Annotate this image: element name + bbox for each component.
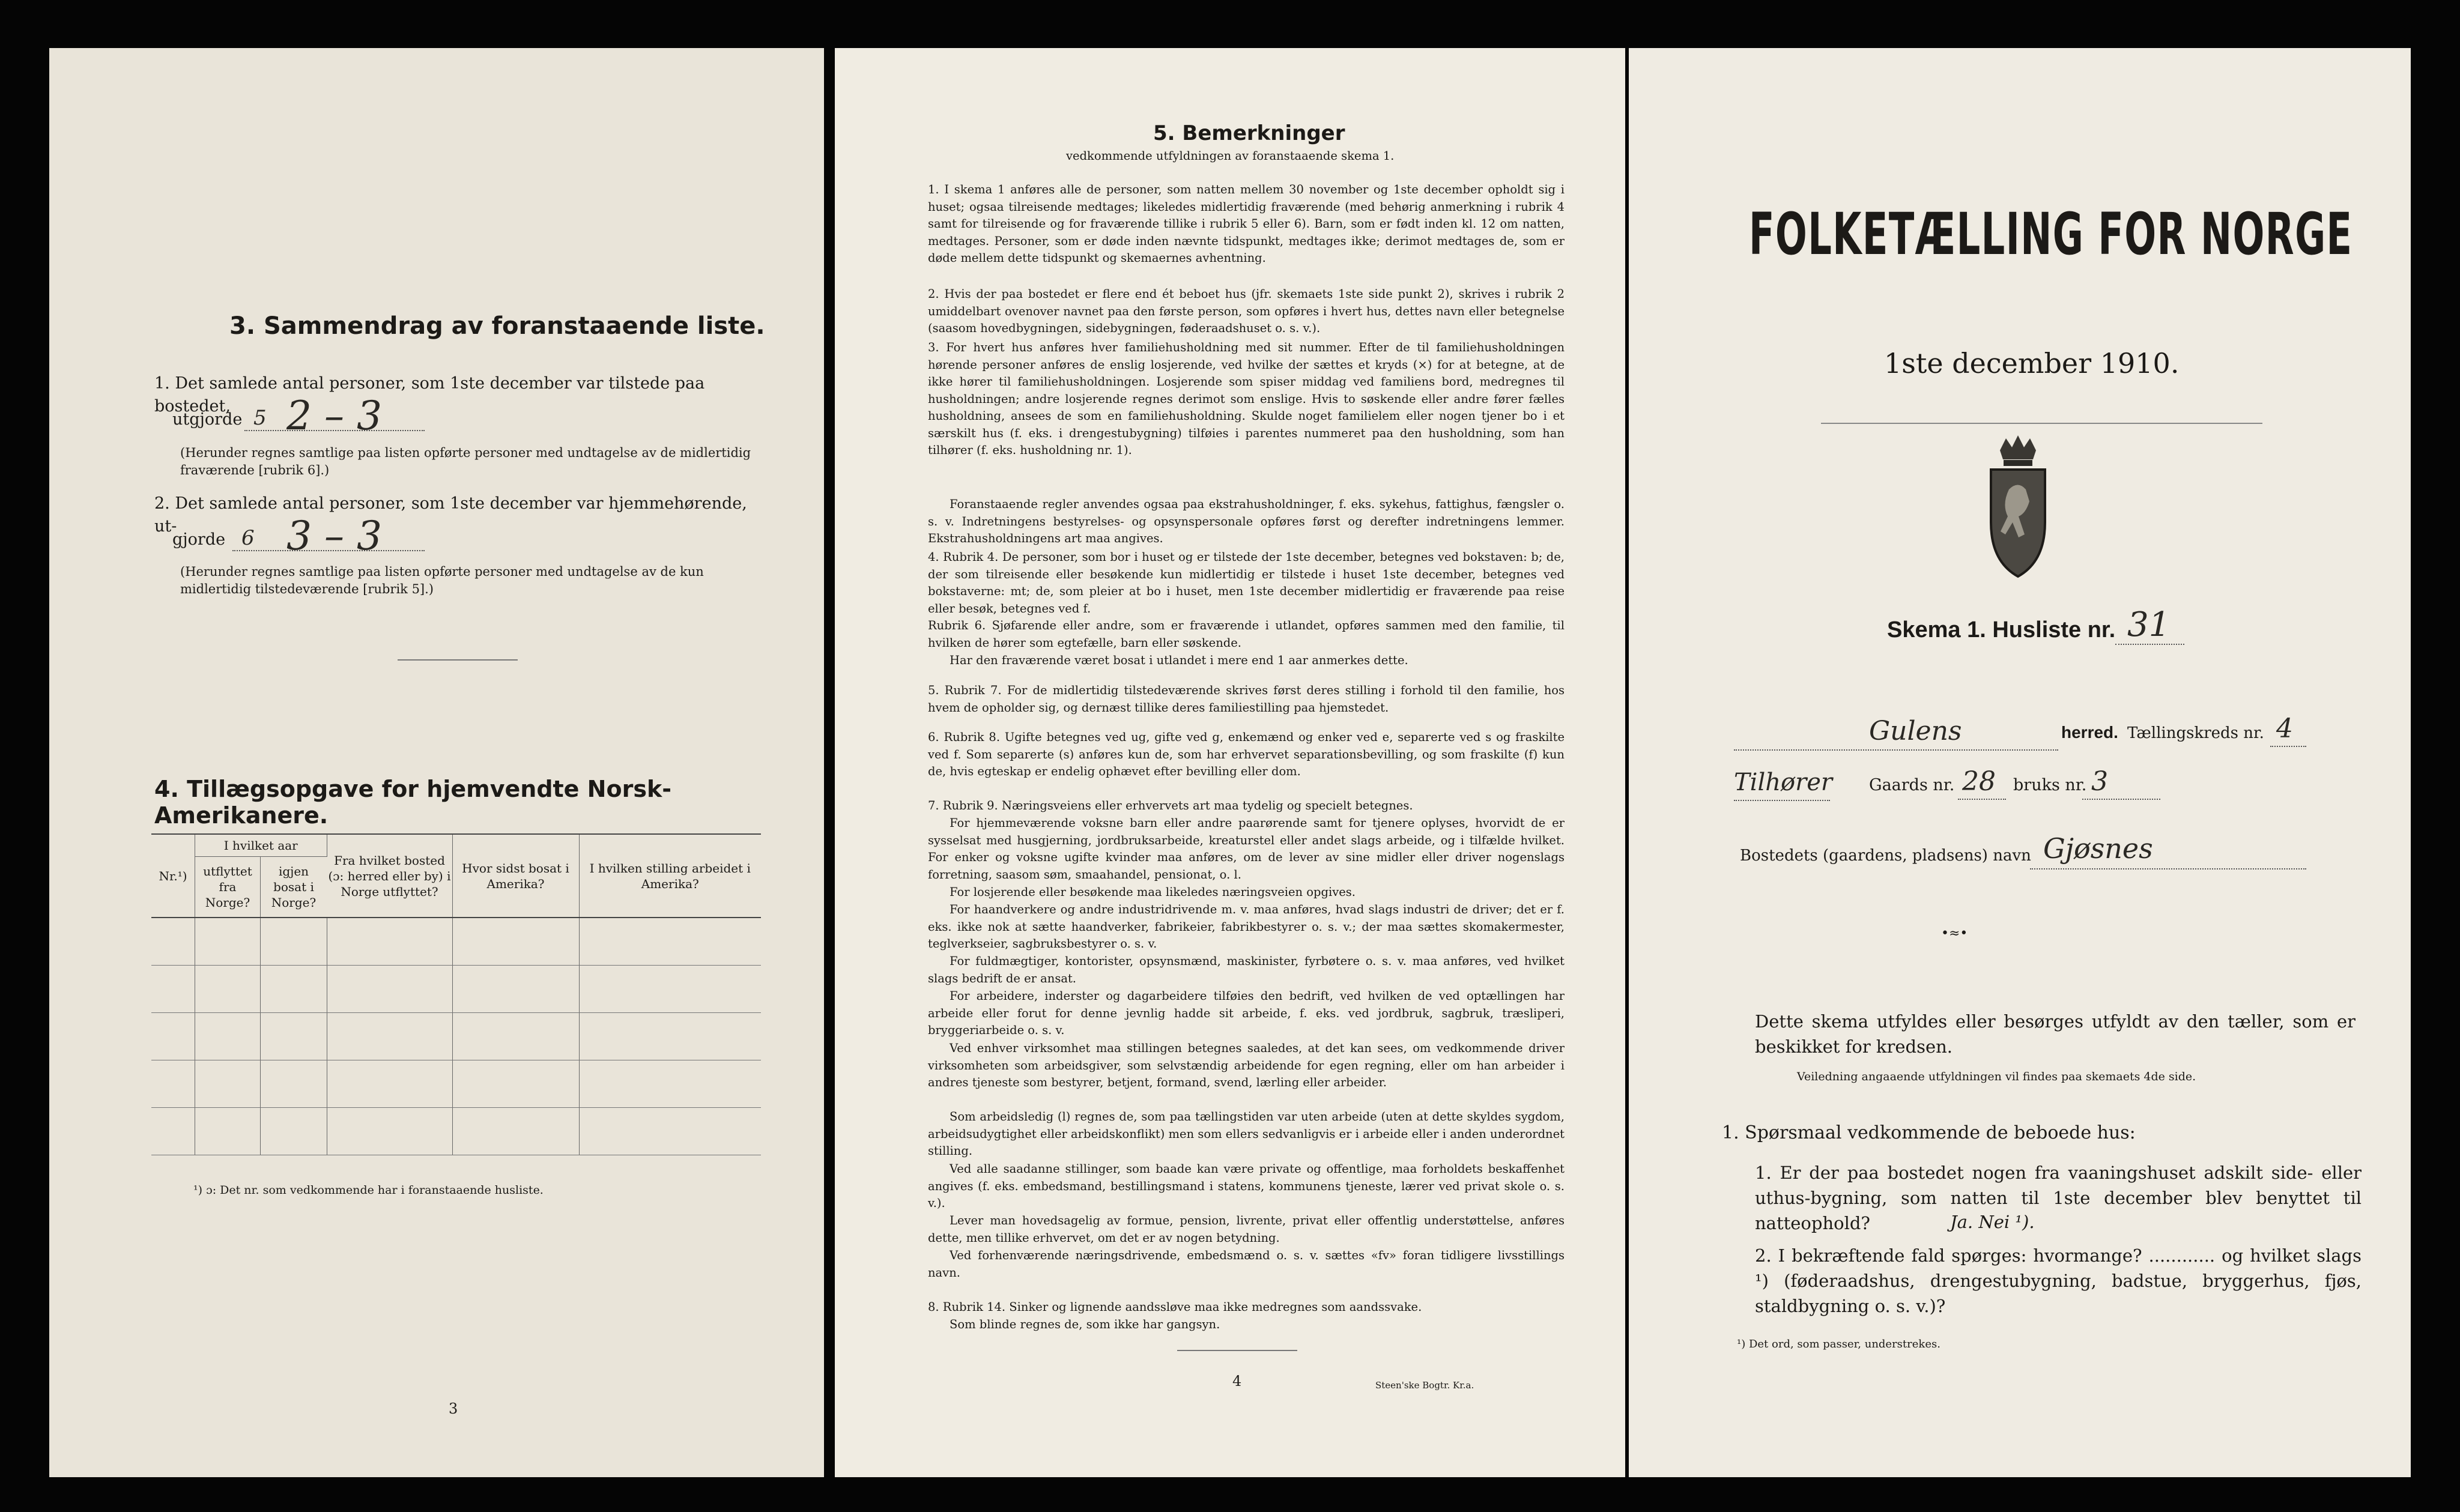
gaards-line <box>1958 799 2006 800</box>
divider <box>1177 1350 1297 1351</box>
remark-5: 5. Rubrik 7. For de midlertidig tilstedeværende skrives først deres stilling i forhold til den familie, hos hvem de opholder sig, og dernæst tillike deres familiestilling paa hjemstedet. <box>928 683 1565 715</box>
bosted-line <box>2030 868 2306 869</box>
section3-item2-note: (Herunder regnes samtlige paa listen opførte personer med undtagelse av de kun midlertidig tilstedeværende [rubrik 5].) <box>180 564 704 596</box>
section3-item2-label: gjorde <box>172 530 226 549</box>
page-number-3: 3 <box>449 1400 458 1417</box>
question-1-answer: Ja. Nei ¹). <box>1950 1212 2035 1232</box>
norway-coat-of-arms-icon <box>1976 432 2060 582</box>
ornament-icon: •≈• <box>1941 926 1968 941</box>
middle-page <box>835 48 1625 1477</box>
veiledning-text: Veiledning angaaende utfyldningen vil findes paa skemaets 4de side. <box>1797 1070 2196 1083</box>
right-page <box>1629 48 2411 1477</box>
section5-heading: 5. Bemerkninger <box>1153 121 1345 145</box>
section3-item1: 1. Det samlede antal personer, som 1ste december var tilstede paa bostedet, <box>154 374 705 416</box>
left-page <box>49 48 824 1477</box>
bosted-value: Gjøsnes <box>2043 832 2153 865</box>
question-1: 1. Er der paa bostedet nogen fra vaaningshuset adskilt side- eller uthus-bygning, som natten til 1ste december blev benyttet til natteophold? <box>1755 1163 2362 1233</box>
remark-4: 4. Rubrik 4. De personer, som bor i huset og er tilstede der 1ste december, betegnes ved bokstaven: b; de, der som tilreisende eller besøkende kun midlertidig er tilstede i huset 1ste december, betegnes ved bokstaverne: mt; de, som pleier at bo i huset, men 1ste december midlertidig er fraværende paa reise eller besøk, betegnes ved f. <box>928 550 1565 615</box>
norsk-amerikanere-table <box>151 833 761 1155</box>
col-igjen-bosat: igjen bosat i Norge? <box>271 864 317 910</box>
section3-item2-printed: 6 <box>241 526 255 550</box>
col-nr: Nr.¹) <box>151 834 195 918</box>
remark-8: 8. Rubrik 14. Sinker og lignende aandssløve maa ikke medregnes som aandssvake. <box>928 1300 1422 1314</box>
table-row <box>151 918 761 966</box>
remark-4-bosat: Har den fraværende været bosat i utlandet i mere end 1 aar anmerkes dette. <box>950 653 1408 667</box>
questions-heading: 1. Spørsmaal vedkommende de beboede hus: <box>1722 1122 2136 1143</box>
col-group-aar: I hvilket aar <box>195 834 327 857</box>
remark-3b: Foranstaaende regler anvendes ogsaa paa ekstrahusholdninger, f. eks. sykehus, fattighus, fængsler o. s. v. Indretningens bestyrelses- og opsynspersonale opføres først og derefter indretningens lemmer. Ekstrahusholdningens art maa angives. <box>928 497 1565 545</box>
printer-mark: Steen'ske Bogtr. Kr.a. <box>1375 1380 1474 1391</box>
gaards-prefix-line <box>1734 800 1830 801</box>
remark-6: 6. Rubrik 8. Ugifte betegnes ved ug, gifte ved g, enkemænd og enker ved e, separerte ved s og fraskilte ved f. Som separerte (s) anføres kun de, som har erhvervet separationsbevilling, og som fraskilte (f) kun de, hvis egteskap er endelig ophævet efter bevilling eller dom. <box>928 730 1565 778</box>
herred-label: herred. <box>2061 723 2118 742</box>
section3-item1-printed: 5 <box>253 406 267 430</box>
remark-7-arbeidsledig: Som arbeidsledig (l) regnes de, som paa tællingstiden var uten arbeide (uten at dette skyldes sygdom, arbeidsudygtighet eller arbeidskonflikt) men som ellers sedvanligvis er i arbeide eller i anden underordnet stilling. <box>928 1110 1565 1158</box>
remark-3: 3. For hvert hus anføres hver familiehusholdning med sit nummer. Efter de til familiehusholdningen hørende personer anføres de enslig losjerende, ved hvilke der sættes et kryds (×) for at betegne, at de ikke hører til familiehusholdningen. Losjerende som spiser middag ved familiens bord, medregnes til husholdningen; andre losjerende regnes derimot som enslige. Hvis to søskende eller andre fører fælles husholdning, ansees de som en familiehusholdning. Skulde noget familielem eller nogen tjener bo i et særskilt hus (f. eks. i drengestubygning) tilføies i parentes nummeret paa den husholdning, som han tilhører (f. eks. husholdning nr. 1). <box>928 340 1565 457</box>
table-row <box>151 1060 761 1108</box>
instruction-text: Dette skema utfyldes eller besørges utfyldt av den tæller, som er beskikket for kredsen. <box>1755 1011 2355 1057</box>
remark-8-blinde: Som blinde regnes de, som ikke har gangsyn. <box>950 1317 1220 1331</box>
section4-heading: 4. Tillægsopgave for hjemvendte Norsk-Amerikanere. <box>154 776 671 829</box>
remark-7-hjemme: For hjemmeværende voksne barn eller andre paarørende samt for tjenere oplyses, hvorvidt de er sysselsat med husgjerning, jordbruksarbeide, kreaturstel eller andet slags arbeide, og i tilfælde hvilket. For enker og voksne ugifte kvinder maa anføres, om de lever av sine midler eller driver nogenslags forretning, saasom søm, smaahandel, pensionat, o. l. <box>928 816 1565 881</box>
census-date: 1ste december 1910. <box>1884 347 2180 380</box>
table-row <box>151 1108 761 1155</box>
gaards-label: Gaards nr. <box>1869 776 1955 794</box>
table-row <box>151 1013 761 1060</box>
section3-heading: 3. Sammendrag av foranstaaende liste. <box>229 312 765 340</box>
right-footnote: ¹) Det ord, som passer, understrekes. <box>1737 1338 1940 1350</box>
bruks-label: bruks nr. <box>2013 776 2087 794</box>
col-utflyttet: utflyttet fra Norge? <box>195 857 261 918</box>
bruks-line <box>2082 799 2160 800</box>
question-2: 2. I bekræftende fald spørges: hvormange? ............ og hvilket slags ¹) (føderaadshus, drengestubygning, badstue, bryggerhus, fjøs, staldbygning o. s. v.)? <box>1755 1245 2362 1316</box>
remark-7-forhenvaerende: Ved forhenværende næringsdrivende, embedsmænd o. s. v. sættes «fv» foran tidligere livsstillings navn. <box>928 1248 1565 1280</box>
divider <box>398 659 518 661</box>
table-row <box>151 966 761 1013</box>
remark-7-fuldmaegtiger: For fuldmægtiger, kontorister, opsynsmænd, maskinister, fyrbøtere o. s. v. maa anføres, ved hvilket slags bedrift de er ansat. <box>928 954 1565 985</box>
col-hvor-sidst: Hvor sidst bosat i Amerika? <box>452 834 579 918</box>
col-fra-bosted: Fra hvilket bosted (ɔ: herred eller by) i Norge utflyttet? <box>327 834 452 918</box>
bruks-value: 3 <box>2091 766 2108 797</box>
section5-subheading: vedkommende utfyldningen av foranstaaende skema 1. <box>1066 149 1395 163</box>
section3-item1-label: utgjorde <box>172 410 243 429</box>
remark-7-losjerende: For losjerende eller besøkende maa likeledes næringsveien opgives. <box>950 885 1356 899</box>
remark-7-virksomhet: Ved enhver virksomhet maa stillingen betegnes saaledes, at det kan sees, om vedkommende driver virksomheten som arbeidsgiver, som selvstændig arbeidende for egen regning, eller om han arbeider i andres tjeneste som bestyrer, betjent, formand, svend, lærling eller arbeider. <box>928 1041 1565 1089</box>
section3-item2-handwritten: 3 – 3 <box>286 513 382 559</box>
skema-label: Skema 1. Husliste nr. <box>1887 617 2116 643</box>
remark-4-rubrik6: Rubrik 6. Sjøfarende eller andre, som er fraværende i utlandet, opføres sammen med den familie, til hvilken de hører som egtefælle, barn eller søskende. <box>928 618 1565 650</box>
section4-footnote: ¹) ɔ: Det nr. som vedkommende har i foranstaaende husliste. <box>193 1184 544 1197</box>
kreds-label: Tællingskreds nr. <box>2127 724 2264 742</box>
col-stilling: I hvilken stilling arbeidet i Amerika? <box>579 834 761 918</box>
remark-7-arbeidere: For arbeidere, inderster og dagarbeidere tilføies den bedrift, ved hvilken de ved optællingen har arbeide eller forut for denne jevnlig hadde sit arbeide, f. eks. ved jordbruk, sagbruk, træsliperi, bryggeriarbeide o. s. v. <box>928 989 1565 1037</box>
herred-line <box>1734 749 2058 751</box>
page-number-4: 4 <box>1232 1373 1242 1390</box>
title-rule <box>1821 423 2262 424</box>
remark-1: 1. I skema 1 anføres alle de personer, som natten mellem 30 november og 1ste december opholdt sig i huset; ogsaa tilreisende medtages; likeledes midlertidig fraværende (med behørig anmerkning i rubrik 4 samt for tilreisende og for fraværende tillike i rubrik 5 eller 6). Barn, som er født inden kl. 12 om natten, medtages. Personer, som er døde inden nævnte tidspunkt, medtages ikke; derimot medtages de, som er døde mellem dette tidspunkt og skemaernes avhentning. <box>928 183 1565 265</box>
gaards-value: 28 <box>1962 766 1996 797</box>
remark-7-haandverkere: For haandverkere og andre industridrivende m. v. maa anføres, hvad slags industri de driver; det er f. eks. ikke nok at sætte haandverker, fabrikeier, fabrikbestyrer o. s. v.; der maa sættes skomakermester, teglverkseier, sagbruksbestyrer o. s. v. <box>928 903 1565 951</box>
bosted-label: Bostedets (gaardens, pladsens) navn <box>1740 847 2031 865</box>
section3-item1-note: (Herunder regnes samtlige paa listen opførte personer med undtagelse av de midlertidig fraværende [rubrik 6].) <box>180 446 751 477</box>
census-title: FOLKETÆLLING FOR NORGE <box>1749 201 2353 268</box>
remark-7-formue: Lever man hovedsagelig av formue, pension, livrente, privat eller offentlig understøttelse, anføres dette, men tillike erhvervet, om det er av nogen betydning. <box>928 1214 1565 1245</box>
kreds-line <box>2270 746 2306 747</box>
section3-item1-handwritten: 2 – 3 <box>286 393 382 439</box>
gaards-prefix: Tilhører <box>1734 769 1833 796</box>
husliste-number: 31 <box>2127 605 2171 644</box>
remark-7-stillinger: Ved alle saadanne stillinger, som baade kan være private og offentlige, maa forholdets beskaffenhet angives (f. eks. embedsmand, bestillingsmand i statens, kommunens tjeneste, lærer ved privat skole o. s. v.). <box>928 1162 1565 1210</box>
kreds-value: 4 <box>2276 713 2293 744</box>
herred-value: Gulens <box>1869 716 1962 746</box>
remark-7: 7. Rubrik 9. Næringsveiens eller erhvervets art maa tydelig og specielt betegnes. <box>928 799 1413 812</box>
section3-item2: 2. Det samlede antal personer, som 1ste december var hjemmehørende, ut- <box>154 494 747 536</box>
remark-2: 2. Hvis der paa bostedet er flere end ét beboet hus (jfr. skemaets 1ste side punkt 2), skrives i rubrik 2 umiddelbart ovenover navnet paa den første person, som opføres i hvert hus, dettes navn eller betegnelse (saasom hovedbygningen, sidebygningen, føderaadshuset o. s. v.). <box>928 287 1565 335</box>
